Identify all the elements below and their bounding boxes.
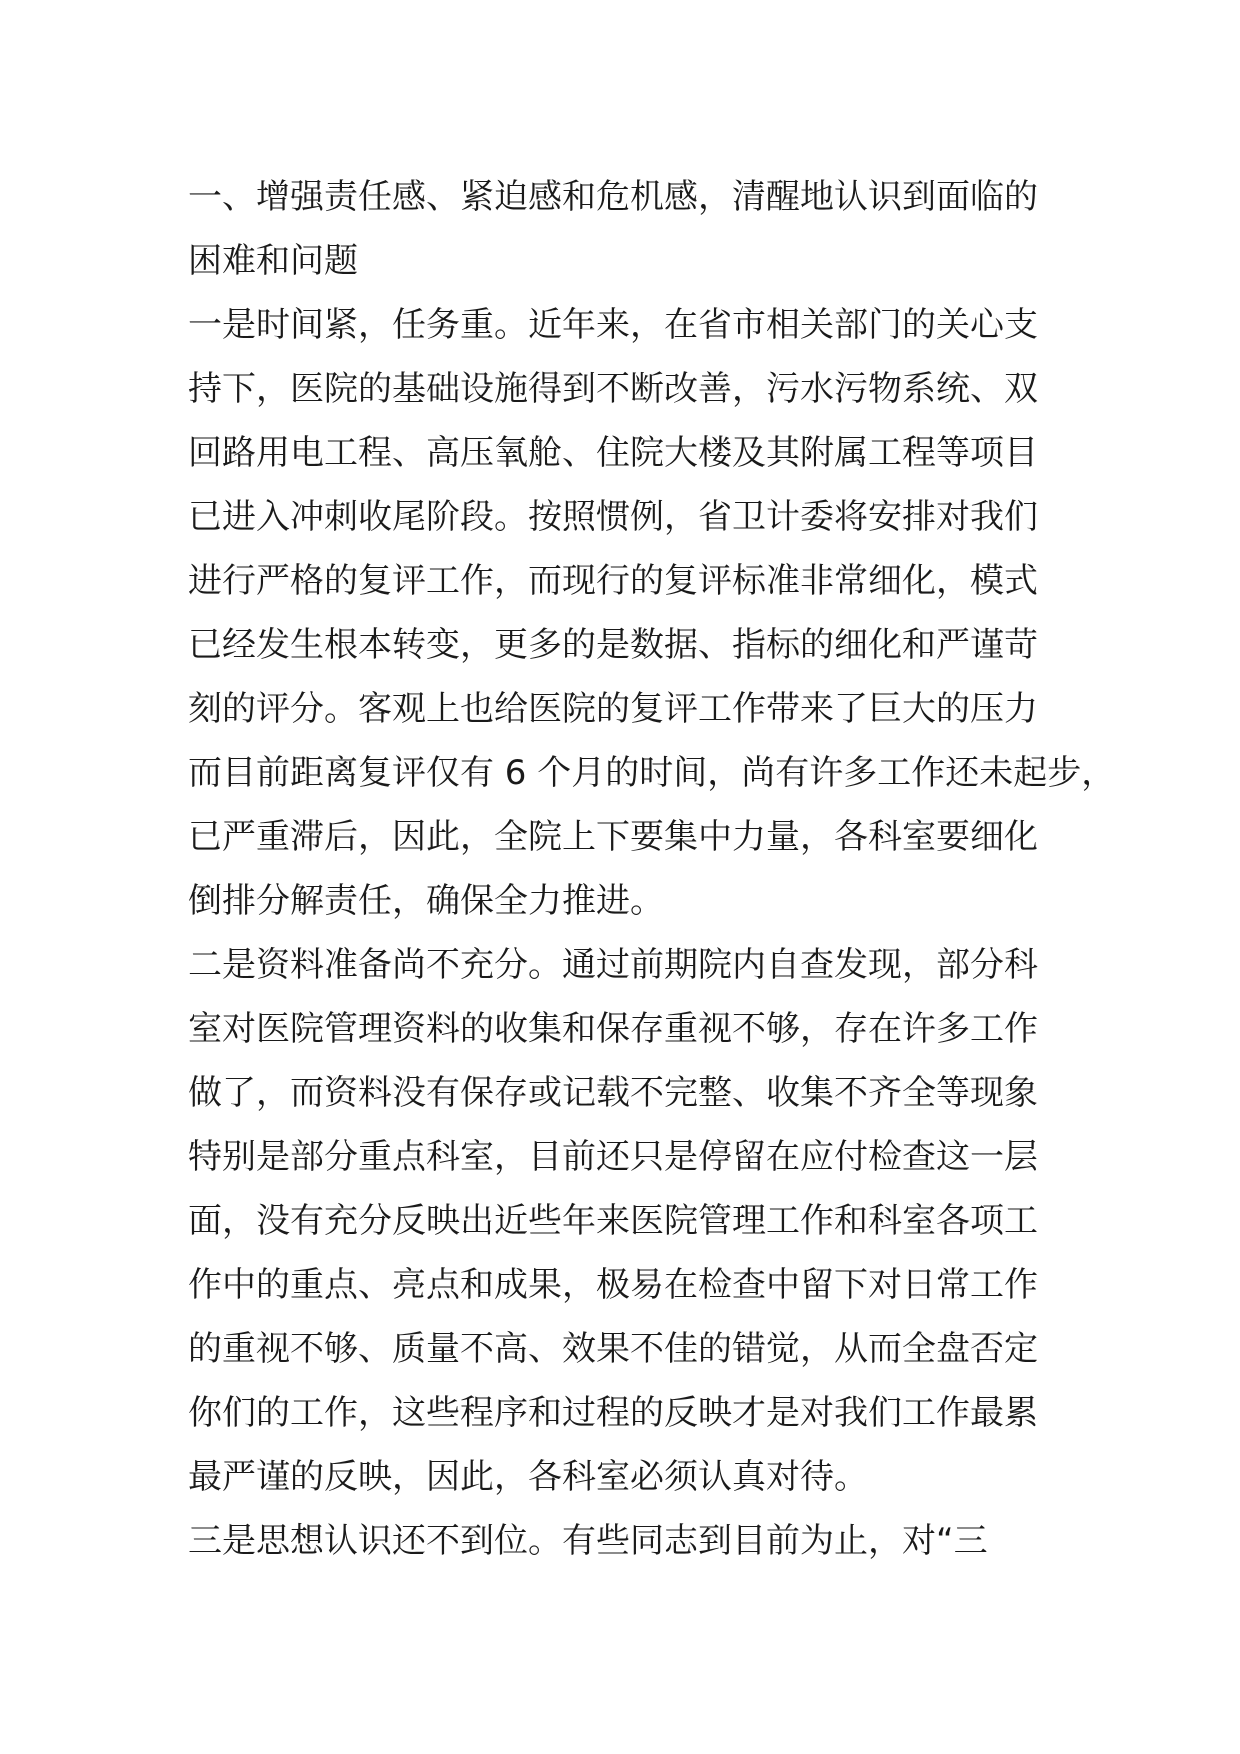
section-heading-line-2: 困难和问题 <box>188 241 358 281</box>
paragraph-line: 特别是部分重点科室，目前还只是停留在应付检查这一层 <box>188 1137 1038 1177</box>
paragraph-line: 作中的重点、亮点和成果，极易在检查中留下对日常工作 <box>188 1265 1038 1305</box>
paragraph-line: 你们的工作，这些程序和过程的反映才是对我们工作最累 <box>188 1393 1038 1433</box>
paragraph-line: 已严重滞后，因此，全院上下要集中力量，各科室要细化 <box>188 817 1038 857</box>
paragraph-line: 倒排分解责任，确保全力推进。 <box>188 881 664 921</box>
paragraph-line: 三是思想认识还不到位。有些同志到目前为止，对“三 <box>188 1521 988 1561</box>
paragraph-line: 最严谨的反映，因此，各科室必须认真对待。 <box>188 1457 868 1497</box>
paragraph-line: 已进入冲刺收尾阶段。按照惯例，省卫计委将安排对我们 <box>188 497 1038 537</box>
paragraph-line: 持下，医院的基础设施得到不断改善，污水污物系统、双 <box>188 369 1038 409</box>
paragraph-line: 已经发生根本转变，更多的是数据、指标的细化和严谨苛 <box>188 625 1038 665</box>
paragraph-line: 进行严格的复评工作，而现行的复评标准非常细化，模式 <box>188 561 1038 601</box>
paragraph-line: 做了，而资料没有保存或记载不完整、收集不齐全等现象 <box>188 1073 1038 1113</box>
paragraph-line: 刻的评分。客观上也给医院的复评工作带来了巨大的压力 <box>188 689 1038 729</box>
paragraph-line: 室对医院管理资料的收集和保存重视不够，存在许多工作 <box>188 1009 1038 1049</box>
paragraph-line: 回路用电工程、高压氧舱、住院大楼及其附属工程等项目 <box>188 433 1038 473</box>
section-heading-line-1: 一、增强责任感、紧迫感和危机感，清醒地认识到面临的 <box>188 177 1038 217</box>
paragraph-line: 而目前距离复评仅有 6 个月的时间，尚有许多工作还未起步， <box>188 753 1116 793</box>
paragraph-line: 的重视不够、质量不高、效果不佳的错觉，从而全盘否定 <box>188 1329 1038 1369</box>
paragraph-line: 面，没有充分反映出近些年来医院管理工作和科室各项工 <box>188 1201 1038 1241</box>
paragraph-line: 二是资料准备尚不充分。通过前期院内自查发现，部分科 <box>188 945 1038 985</box>
paragraph-line: 一是时间紧，任务重。近年来，在省市相关部门的关心支 <box>188 305 1038 345</box>
document-body <box>188 165 1116 1573</box>
